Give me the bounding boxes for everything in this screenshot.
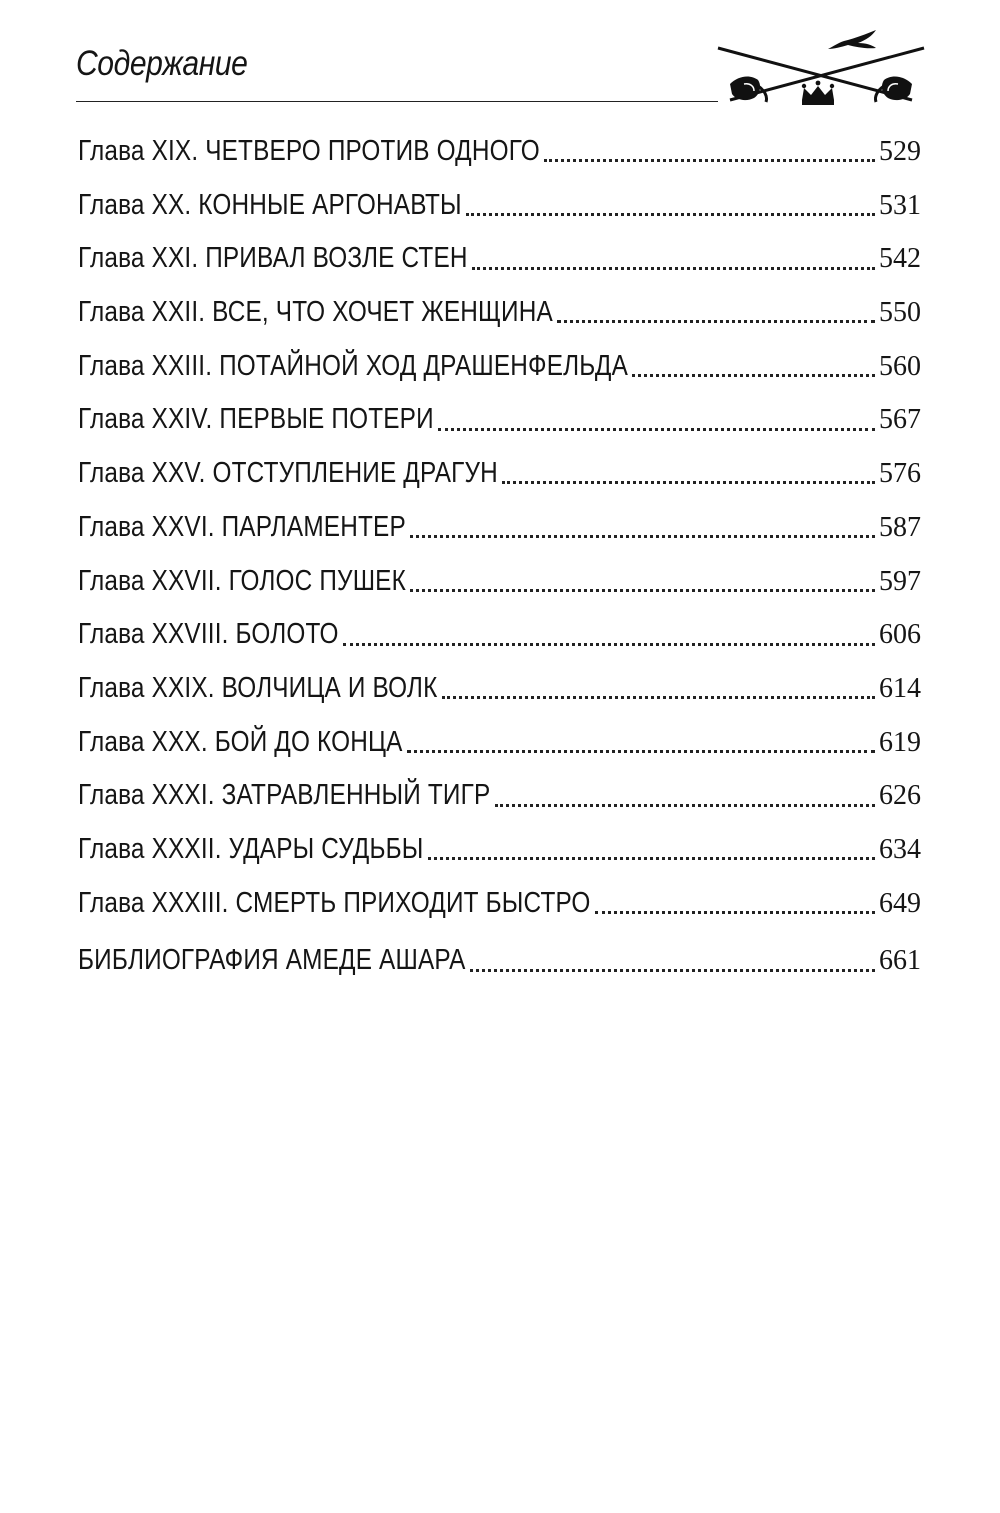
dot-leader	[407, 750, 875, 753]
toc-entry-page: 661	[879, 945, 921, 977]
toc-entry-page: 529	[879, 136, 921, 167]
toc-entry-title: БИБЛИОГРАФИЯ АМЕДЕ АШАРА	[78, 944, 466, 977]
toc-entry-title: Глава XXXIII. СМЕРТЬ ПРИХОДИТ БЫСТРО	[78, 886, 591, 919]
dot-leader	[466, 213, 875, 216]
toc-entry-title: Глава XXIII. ПОТАЙНОЙ ХОД ДРАШЕНФЕЛЬДА	[78, 349, 628, 382]
toc-entry	[78, 393, 921, 447]
toc-entry-title: Глава XXXI. ЗАТРАВЛЕННЫЙ ТИГР	[78, 779, 491, 812]
toc-entry-title: Глава XXII. ВСЕ, ЧТО ХОЧЕТ ЖЕНЩИНА	[78, 296, 553, 329]
toc-entry	[78, 286, 921, 340]
table-of-contents	[78, 125, 921, 988]
toc-entry	[78, 340, 921, 394]
toc-entry	[78, 232, 921, 286]
dot-leader	[495, 804, 875, 807]
toc-entry-page: 619	[879, 726, 921, 758]
toc-entry-page: 531	[879, 189, 921, 221]
dot-leader	[557, 320, 875, 323]
dot-leader	[632, 374, 875, 377]
dot-leader	[472, 267, 875, 270]
toc-entry-page: 614	[879, 672, 921, 704]
toc-entry-title: Глава XXVII. ГОЛОС ПУШЕК	[78, 564, 406, 597]
toc-entry-title: Глава XXIV. ПЕРВЫЕ ПОТЕРИ	[78, 403, 434, 436]
toc-entry	[78, 555, 921, 609]
toc-entry-title: Глава XXXII. УДАРЫ СУДЬБЫ	[78, 832, 424, 865]
toc-entry-title: Глава XXX. БОЙ ДО КОНЦА	[78, 725, 403, 758]
toc-entry	[78, 179, 921, 233]
toc-entry-title: Глава XX. КОННЫЕ АРГОНАВТЫ	[78, 188, 462, 221]
toc-entry-page: 587	[879, 511, 921, 543]
toc-entry-page: 626	[879, 780, 921, 812]
toc-entry	[78, 501, 921, 555]
toc-entry-title: Глава XXVI. ПАРЛАМЕНТЕР	[78, 510, 406, 543]
toc-entry-title: Глава XIX. ЧЕТВЕРО ПРОТИВ ОДНОГО	[78, 135, 540, 167]
dot-leader	[502, 481, 875, 484]
toc-entry	[78, 716, 921, 770]
toc-entry-title: Глава XXI. ПРИВАЛ ВОЗЛЕ СТЕН	[78, 242, 468, 275]
dot-leader	[428, 857, 875, 860]
header-rule	[76, 101, 718, 102]
dot-leader	[442, 696, 875, 699]
toc-entry-page: 560	[879, 350, 921, 382]
toc-entry-page: 649	[879, 887, 921, 919]
dot-leader	[410, 589, 875, 592]
toc-entry-page: 567	[879, 404, 921, 436]
toc-entry-bibliography	[78, 934, 921, 988]
toc-entry-page: 634	[879, 833, 921, 865]
toc-entry	[78, 447, 921, 501]
dot-leader	[595, 911, 875, 914]
toc-entry	[78, 877, 921, 931]
toc-entry	[78, 125, 921, 179]
toc-entry-page: 597	[879, 565, 921, 597]
page-header	[76, 28, 926, 113]
toc-entry-page: 542	[879, 243, 921, 275]
toc-entry	[78, 662, 921, 716]
dot-leader	[470, 969, 875, 972]
dot-leader	[343, 643, 875, 646]
toc-entry-title: Глава XXIX. ВОЛЧИЦА И ВОЛК	[78, 671, 438, 704]
dot-leader	[438, 428, 875, 431]
running-head-title: Содержание	[76, 44, 248, 83]
dot-leader	[544, 159, 875, 162]
toc-entry	[78, 608, 921, 662]
crossed-swords-crown-eagle-icon	[716, 28, 926, 113]
toc-entry-page: 606	[879, 619, 921, 651]
dot-leader	[410, 535, 875, 538]
toc-entry-page: 576	[879, 458, 921, 490]
toc-entry-title: Глава XXVIII. БОЛОТО	[78, 618, 339, 651]
toc-entry-page: 550	[879, 297, 921, 329]
toc-entry	[78, 823, 921, 877]
toc-entry	[78, 769, 921, 823]
toc-entry-title: Глава XXV. ОТСТУПЛЕНИЕ ДРАГУН	[78, 457, 498, 490]
